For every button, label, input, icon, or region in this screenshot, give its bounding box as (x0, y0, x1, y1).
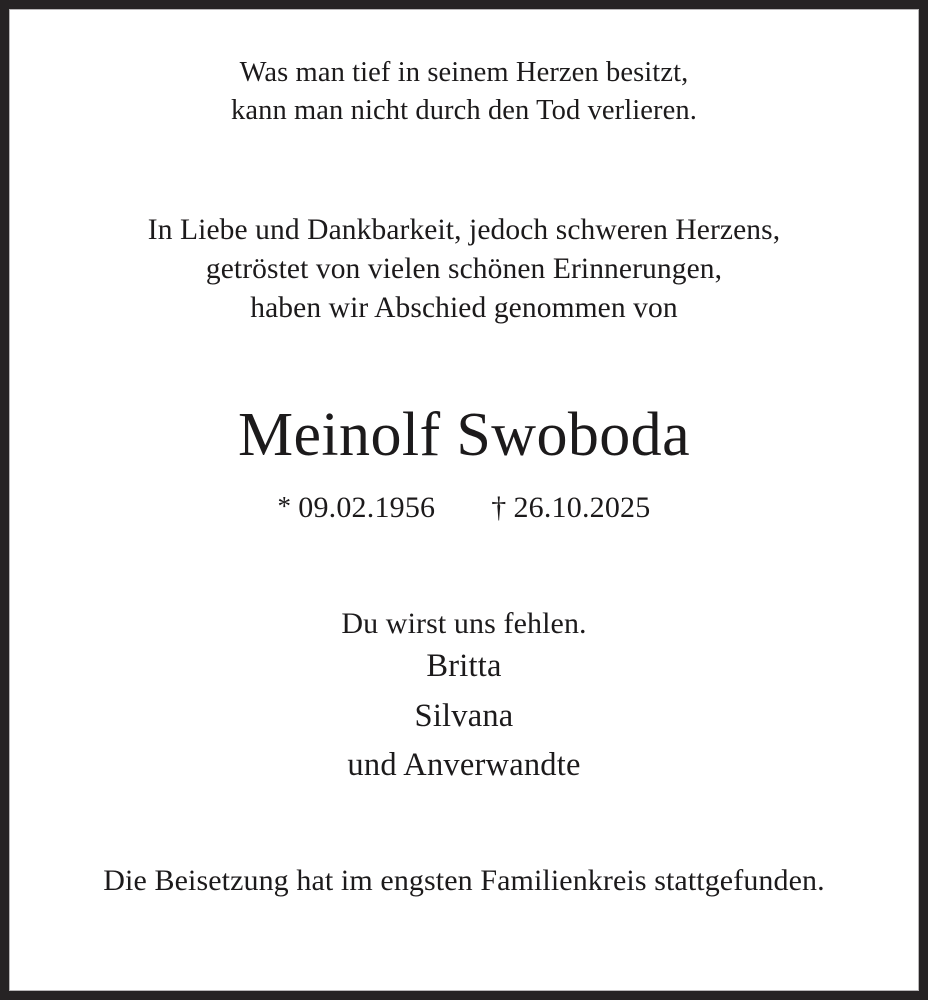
birth-star-icon: * (277, 490, 292, 521)
death-cross-icon: † (491, 490, 507, 524)
survivors-lead-text: Du wirst uns fehlen. (341, 606, 587, 640)
obituary-inner-border (9, 9, 919, 991)
deceased-name: Meinolf Swoboda (237, 401, 691, 470)
intro-line-2: getröstet von vielen schönen Erinnerungen, (205, 253, 723, 286)
survivor-name-1: Britta (426, 648, 502, 685)
life-dates (38, 469, 890, 526)
intro-line-1: In Liebe und Dankbarkeit, jedoch schweren Herzens, (147, 213, 781, 246)
funeral-closing-note: Die Beisetzung hat im engsten Familienkreis stattgefunden. (103, 864, 825, 898)
survivor-name-2: Silvana (414, 697, 514, 734)
birth-date: 09.02.1956 (298, 490, 436, 524)
survivor-name-3: und Anverwandte (347, 746, 581, 783)
death-date: 26.10.2025 (513, 490, 651, 524)
epigraph-line-1: Was man tief in seinem Herzen besitzt, (239, 57, 689, 88)
intro-line-3: haben wir Abschied genommen von (250, 292, 678, 325)
intro-paragraph (38, 130, 890, 329)
obituary-content (10, 10, 918, 990)
birth-date-group (278, 491, 436, 524)
epigraph-line-2: kann man nicht durch den Tod verlieren. (231, 94, 697, 126)
survivors-block (38, 526, 890, 791)
death-date-group (491, 491, 650, 524)
epigraph-quote (38, 10, 890, 130)
